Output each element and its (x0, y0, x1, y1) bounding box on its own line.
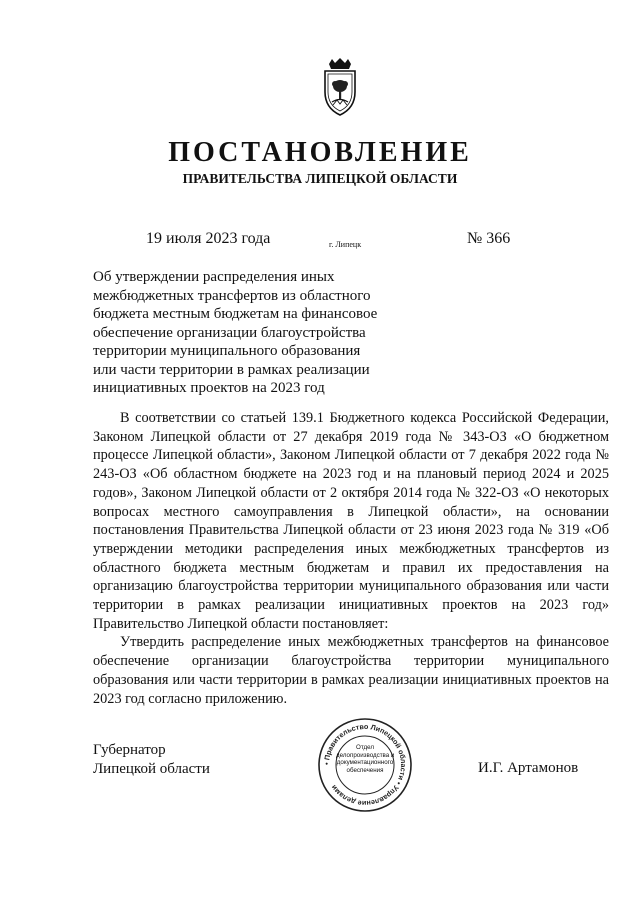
document-subject (93, 268, 383, 398)
document-title: ПОСТАНОВЛЕНИЕ (168, 137, 472, 168)
signatory-title-line: Губернатор (93, 742, 166, 758)
subject-line: инициативных проектов на 2023 год (93, 380, 325, 396)
subject-line: территории муниципального образования (93, 343, 361, 359)
stamp-center-text (336, 744, 394, 774)
body-paragraph-resolution: Утвердить распределение иных межбюджетных трансфертов на финансовое обеспечение организации благоустройства территории муниципального образования или части территории в рамках реализации инициативных проектов на 2023 год согласно приложению. (93, 634, 609, 707)
subject-line: обеспечение организации благоустройства (93, 324, 366, 341)
signatory-name: И.Г. Артамонов (478, 760, 579, 776)
document-number: № 366 (467, 230, 511, 247)
subject-line: бюджета местным бюджетам на финансовое (93, 306, 378, 322)
document-issuer: ПРАВИТЕЛЬСТВА ЛИПЕЦКОЙ ОБЛАСТИ (182, 171, 458, 186)
stamp-ring-text: • Правительство Липецкой области • Управление делами (321, 721, 409, 809)
subject-line: или части территории в рамках реализации (93, 361, 370, 378)
document-date: 19 июля 2023 года (146, 230, 271, 247)
document-body (93, 409, 609, 708)
body-paragraph-preamble: В соответствии со статьей 139.1 Бюджетного кодекса Российской Федерации, Законом Липецкой области от 27 декабря 2019 года № 343-ОЗ «О бюджетном процессе Липецкой области», Законом Липецкой области от 7 декабря 2022 года № 243-ОЗ «Об областном бюджете на 2023 год и на плановый период 2024 и 2025 годов», Законом Липецкой области от 2 октября 2014 года № 322-ОЗ «О некоторых вопросах местного самоуправления в Липецкой области», на основании постановления Правительства Липецкой области от 23 июня 2023 года № 319 «Об утверждении методики распределения иных межбюджетных трансфертов из областного бюджета местным бюджетам и правил их предоставления на организацию благоустройства территории муниципального образования или части территории в рамках реализации инициативных проектов на 2023 год» Правительство Липецкой области постановляет: (93, 410, 609, 632)
subject-line: Об утверждении распределения иных (93, 269, 335, 285)
stamp-center-line: обеспечения (346, 766, 384, 774)
lipetsk-oblast-coat-of-arms-icon (322, 58, 358, 116)
stamp-center-line: документационного (336, 759, 394, 767)
stamp-center-line: Отдел (356, 744, 374, 751)
signatory-title (93, 741, 253, 778)
subject-line: межбюджетных трансфертов из областного (93, 287, 371, 304)
document-place: г. Липецк (329, 240, 362, 249)
signatory-title-line: Липецкой области (93, 760, 210, 777)
stamp-center-line: делопроизводства и (336, 751, 395, 759)
